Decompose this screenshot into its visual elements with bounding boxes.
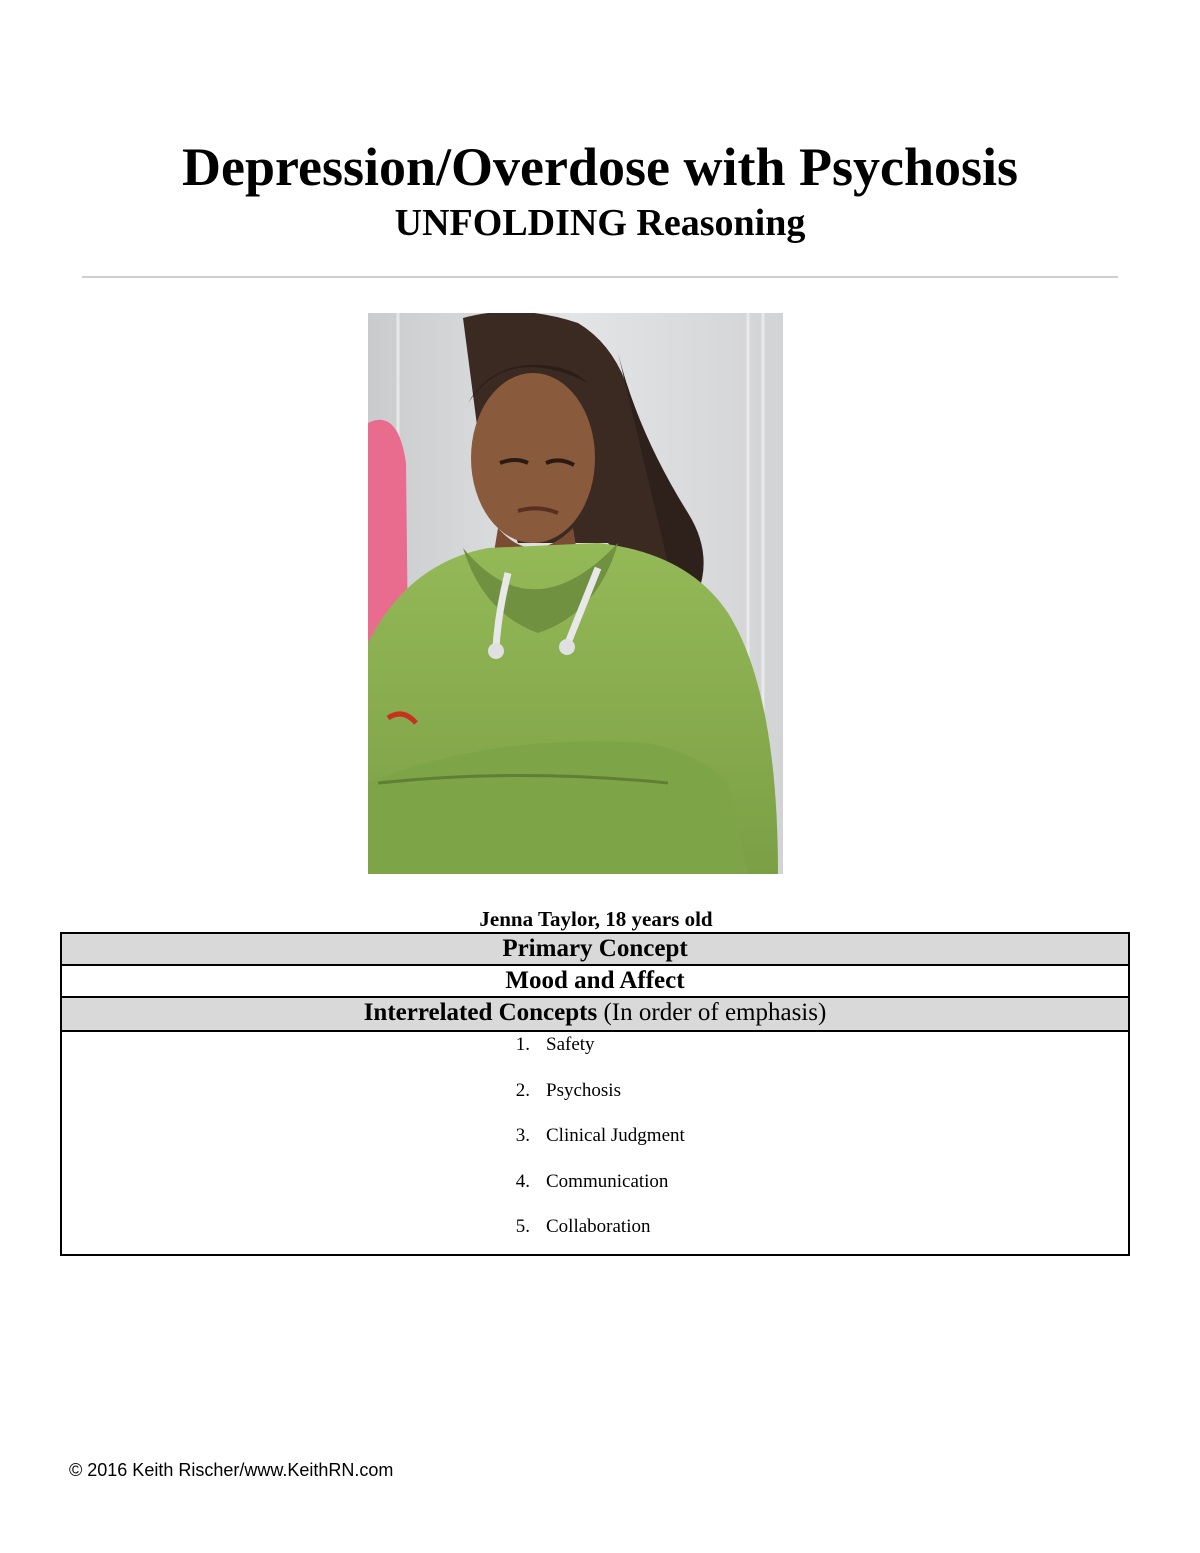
list-item <box>492 1171 685 1217</box>
interrelated-header-note: (In order of emphasis) <box>597 999 827 1026</box>
page-title: Depression/Overdose with Psychosis <box>181 137 1019 197</box>
list-item-label: Safety <box>546 1034 595 1055</box>
primary-concept-header: Primary Concept <box>62 934 1128 966</box>
list-item-label: Psychosis <box>546 1079 621 1101</box>
list-item-number: 1. <box>515 1034 530 1055</box>
list-item <box>492 1125 685 1171</box>
list-item-number: 3. <box>515 1125 530 1147</box>
interrelated-concepts-header <box>62 998 1128 1032</box>
list-item <box>492 1080 685 1126</box>
header-divider <box>82 276 1118 278</box>
list-item <box>492 1216 685 1262</box>
primary-concept-value: Mood and Affect <box>62 966 1128 998</box>
list-item-label: Communication <box>546 1170 669 1192</box>
page-subtitle: UNFOLDING Reasoning <box>394 202 806 244</box>
list-item-number: 2. <box>515 1079 530 1101</box>
list-item-label: Clinical Judgment <box>546 1125 685 1147</box>
interrelated-concepts-list <box>492 1034 685 1262</box>
list-item-label: Collaboration <box>546 1216 651 1238</box>
patient-photo <box>368 313 783 874</box>
list-item <box>492 1034 685 1080</box>
list-item-number: 5. <box>515 1216 530 1238</box>
concepts-table <box>60 932 1130 1256</box>
copyright-footer: © 2016 Keith Rischer/www.KeithRN.com <box>69 1460 394 1480</box>
list-item-number: 4. <box>515 1170 530 1192</box>
patient-caption: Jenna Taylor, 18 years old <box>479 907 713 931</box>
interrelated-header-bold: Interrelated Concepts <box>363 999 598 1026</box>
